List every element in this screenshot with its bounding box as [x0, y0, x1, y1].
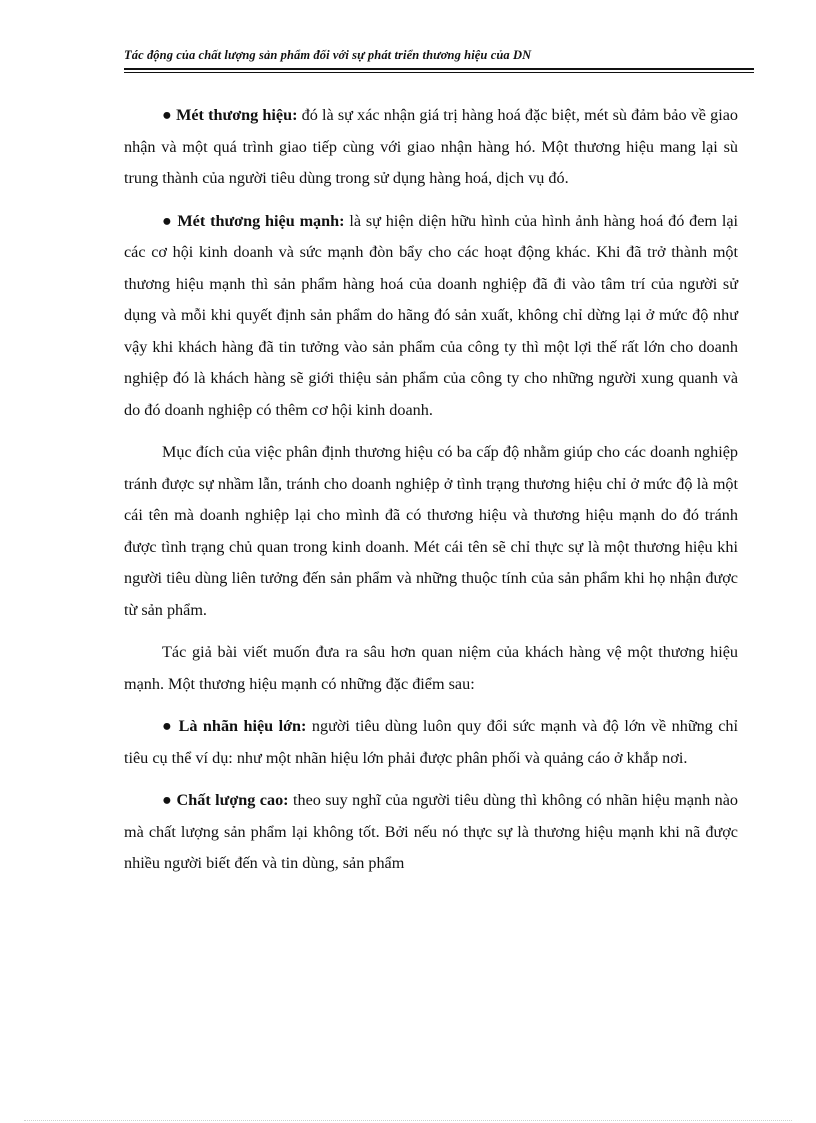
document-body — [124, 100, 738, 891]
bullet-icon: ● — [162, 106, 172, 124]
paragraph-mot-thuong-hieu — [124, 100, 738, 195]
paragraph-thuong-hieu-manh — [124, 206, 738, 427]
paragraph-chat-luong-cao — [124, 785, 738, 880]
paragraph-text: là sự hiện diện hữu hình của hình ảnh hàng hoá đó đem lại các cơ hội kinh doanh và sức mạnh đòn bẩy cho các hoạt động khác. Khi đã trở thành một thương hiệu mạnh thì sản phẩm hàng hoá của doanh nghiệp đã đi vào tâm trí của người sử dụng và mỗi khi quyết định sản phẩm do hãng đó sản xuất, không chỉ dừng lại ở mức độ như vậy khi khách hàng đã tin tưởng vào sản phẩm của công ty thì một lợi thế rất lớn cho doanh nghiệp đó là khách hàng sẽ giới thiệu sản phẩm của công ty cho những người xung quanh và do đó doanh nghiệp có thêm cơ hội kinh doanh. — [124, 211, 738, 419]
paragraph-muc-dich — [124, 437, 738, 626]
header-rule-thick — [124, 68, 754, 70]
term-label: Mét thương hiệu mạnh: — [177, 211, 345, 230]
page-header — [124, 48, 754, 63]
bullet-icon: ● — [162, 717, 174, 735]
term-label: Mét thương hiệu: — [176, 106, 298, 124]
bullet-icon: ● — [162, 211, 173, 230]
term-label: Là nhãn hiệu lớn: — [178, 717, 307, 735]
bullet-icon: ● — [162, 791, 173, 809]
paragraph-text: Tác giả bài viết muốn đưa ra sâu hơn quan niệm của khách hàng vệ một thương hiệu mạnh. Một thương hiệu mạnh có những đặc điểm sau: — [124, 643, 738, 693]
paragraph-text: theo suy nghĩ của người tiêu dùng thì không có nhãn hiệu mạnh nào mà chất lượng sản phẩm lại không tốt. Bởi nếu nó thực sự là thương hiệu mạnh khi nã được nhiều người biết đến và tin dùng, sản phẩm — [124, 791, 739, 872]
paragraph-tac-gia — [124, 637, 738, 700]
page-bottom-divider — [24, 1120, 792, 1121]
paragraph-text: người tiêu dùng luôn quy đổi sức mạnh và độ lớn về những chỉ tiêu cụ thể ví dụ: như một nhãn hiệu lớn phải được phân phối và quảng cáo ở khắp nơi. — [124, 717, 738, 767]
header-title: Tác động của chất lượng sản phẩm đối với sự phát triển thương hiệu của DN — [124, 48, 532, 62]
paragraph-nhan-hieu-lon — [124, 711, 738, 774]
header-rule-thin — [124, 72, 754, 73]
term-label: Chất lượng cao: — [176, 791, 289, 809]
paragraph-text: Mục đích của việc phân định thương hiệu có ba cấp độ nhằm giúp cho các doanh nghiệp tránh được sự nhầm lẫn, tránh cho doanh nghiệp ở tình trạng thương hiệu chỉ ở mức độ là một cái tên mà doanh nghiệp lại cho mình đã có thương hiệu và thương hiệu mạnh do đó tránh được tình trạng chủ quan trong kinh doanh. Mét cái tên sẽ chỉ thực sự là một thương hiệu khi người tiêu dùng liên tưởng đến sản phẩm và những thuộc tính của sản phẩm khi họ nhận được từ sản phẩm. — [124, 443, 738, 619]
paragraph-text: đó là sự xác nhận giá trị hàng hoá đặc biệt, mét sù đảm bảo về giao nhận và một quá trình giao tiếp cùng với giao nhận hàng hó. Một thương hiệu mang lại sù trung thành của người tiêu dùng trong sử dụng hàng hoá, dịch vụ đó. — [124, 106, 739, 187]
